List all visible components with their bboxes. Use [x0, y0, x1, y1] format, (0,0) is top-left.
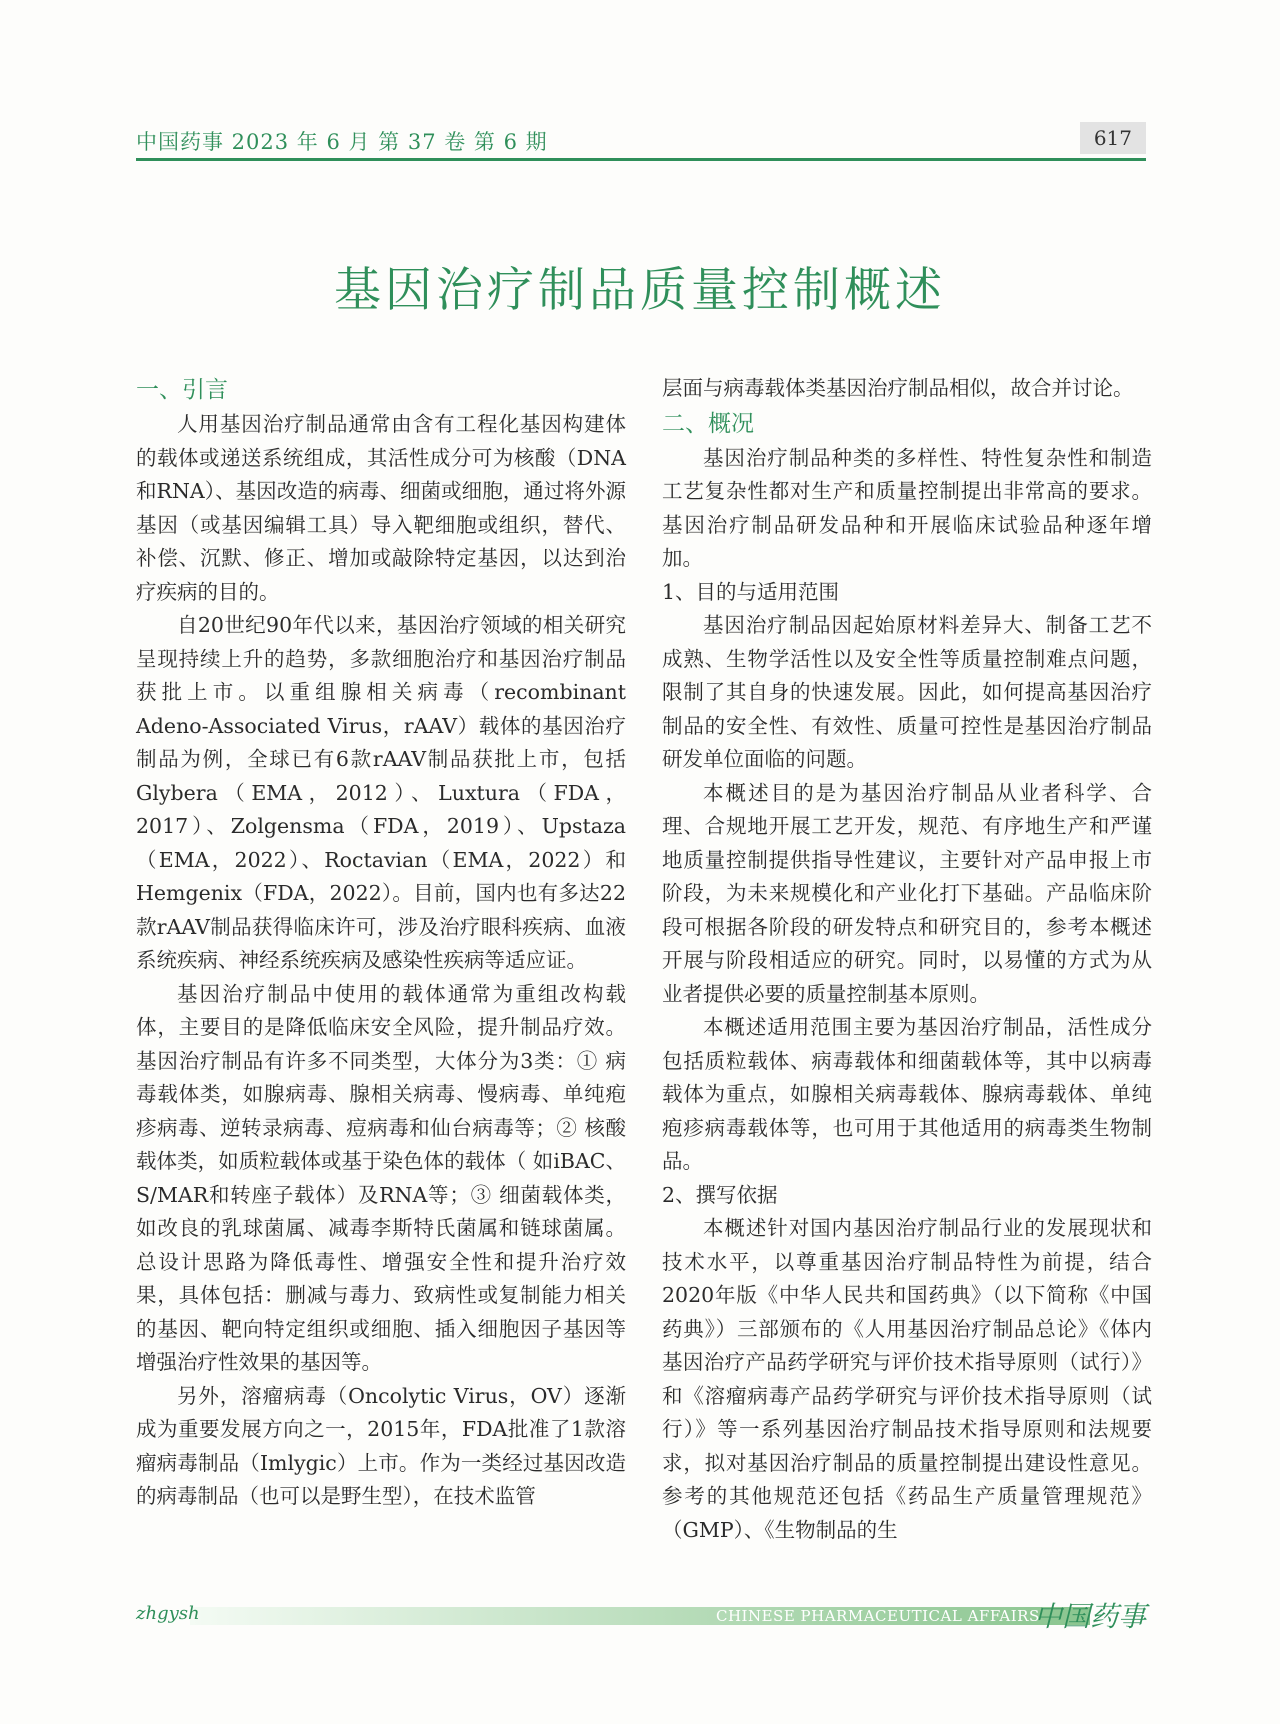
- right-column: [662, 372, 1152, 1547]
- journal-logo: 中国药事: [1033, 1600, 1146, 1633]
- paragraph: 基因治疗制品因起始原材料差异大、制备工艺不成熟、生物学活性以及安全性等质量控制难点问题，限制了其自身的快速发展。因此，如何提高基因治疗制品的安全性、有效性、质量可控性是基因治疗制品研发单位面临的问题。: [662, 613, 1152, 771]
- left-column: [136, 372, 626, 1514]
- paragraph: 基因治疗制品种类的多样性、特性复杂性和制造工艺复杂性都对生产和质量控制提出非常高的要求。基因治疗制品研发品种和开展临床试验品种逐年增加。: [662, 445, 1152, 570]
- footer-abbrev: zhgysh: [136, 1603, 200, 1624]
- paragraph: 本概述目的是为基因治疗制品从业者科学、合理、合规地开展工艺开发，规范、有序地生产和严谨地质量控制提供指导性建议，主要针对产品申报上市阶段，为未来规模化和产业化打下基础。产品临床阶段可根据各阶段的研发特点和研究目的，参考本概述开展与阶段相适应的研究。同时，以易懂的方式为从业者提供必要的质量控制基本原则。: [662, 780, 1152, 1006]
- paragraph: 基因治疗制品中使用的载体通常为重组改构载体，主要目的是降低临床安全风险，提升制品疗效。基因治疗制品有许多不同类型，大体分为3类：① 病毒载体类，如腺病毒、腺相关病毒、慢病毒、单纯疱疹病毒、逆转录病毒、痘病毒和仙台病毒等；② 核酸载体类，如质粒载体或基于染色体的载体（ 如iBAC、S/MAR和转座子载体）及RNA等；③ 细菌载体类，如改良的乳球菌属、减毒李斯特氏菌属和链球菌属。总设计思路为降低毒性、增强安全性和提升治疗效果，具体包括：删减与毒力、致病性或复制能力相关的基因、靶向特定组织或细胞、插入细胞因子基因等增强治疗性效果的基因等。: [136, 981, 626, 1374]
- paragraph: 另外，溶瘤病毒（Oncolytic Virus，OV）逐渐成为重要发展方向之一，2015年，FDA批准了1款溶瘤病毒制品（Imlygic）上市。作为一类经过基因改造的病毒制品（也可以是野生型），在技术监管: [136, 1383, 626, 1508]
- paragraph-continued: 层面与病毒载体类基因治疗制品相似，故合并讨论。: [662, 376, 1134, 400]
- footer-journal-english: CHINESE PHARMACEUTICAL AFFAIRS: [716, 1607, 1040, 1625]
- section-heading-overview: 二、概况: [662, 410, 754, 437]
- page-footer: [136, 1599, 1146, 1633]
- journal-info: 中国药事 2023 年 6 月 第 37 卷 第 6 期: [136, 130, 548, 154]
- header-divider: [136, 158, 1146, 161]
- subsection-heading-basis: 2、撰写依据: [662, 1182, 778, 1207]
- subsection-heading-scope: 1、目的与适用范围: [662, 579, 840, 604]
- paragraph: 本概述适用范围主要为基因治疗制品，活性成分包括质粒载体、病毒载体和细菌载体等，其中以病毒载体为重点，如腺相关病毒载体、腺病毒载体、单纯疱疹病毒载体等，也可用于其他适用的病毒类生物制品。: [662, 1015, 1152, 1173]
- paragraph: 人用基因治疗制品通常由含有工程化基因构建体的载体或递送系统组成，其活性成分可为核酸（DNA和RNA）、基因改造的病毒、细菌或细胞，通过将外源基因（或基因编辑工具）导入靶细胞或组织，替代、补偿、沉默、修正、增加或敲除特定基因，以达到治疗疾病的目的。: [136, 412, 626, 604]
- page-number: 617: [1080, 122, 1146, 154]
- paragraph: 本概述针对国内基因治疗制品行业的发展现状和技术水平，以尊重基因治疗制品特性为前提，结合2020年版《中华人民共和国药典》（以下简称《中国药典》）三部颁布的《人用基因治疗制品总论》《体内基因治疗产品药学研究与评价技术指导原则（试行）》和《溶瘤病毒产品药学研究与评价技术指导原则（试行）》等一系列基因治疗制品技术指导原则和法规要求，拟对基因治疗制品的质量控制提出建设性意见。参考的其他规范还包括《药品生产质量管理规范》（GMP）、《生物制品的生: [662, 1216, 1152, 1542]
- running-header: [136, 122, 1146, 162]
- paragraph: 自20世纪90年代以来，基因治疗领域的相关研究呈现持续上升的趋势，多款细胞治疗和基因治疗制品获批上市。以重组腺相关病毒（recombinant Adeno-Associated Virus，rAAV）载体的基因治疗制品为例，全球已有6款rAAV制品获批上市，包括Glybera（EMA，2012）、Luxtura（FDA，2017）、Zolgensma（FDA，2019）、Upstaza（EMA，2022）、Roctavian（EMA，2022）和Hemgenix（FDA，2022）。目前，国内也有多达22款rAAV制品获得临床许可，涉及治疗眼科疾病、血液系统疾病、神经系统疾病及感染性疾病等适应证。: [136, 613, 626, 972]
- section-heading-intro: 一、引言: [136, 377, 228, 403]
- article-title: 基因治疗制品质量控制概述: [334, 263, 946, 318]
